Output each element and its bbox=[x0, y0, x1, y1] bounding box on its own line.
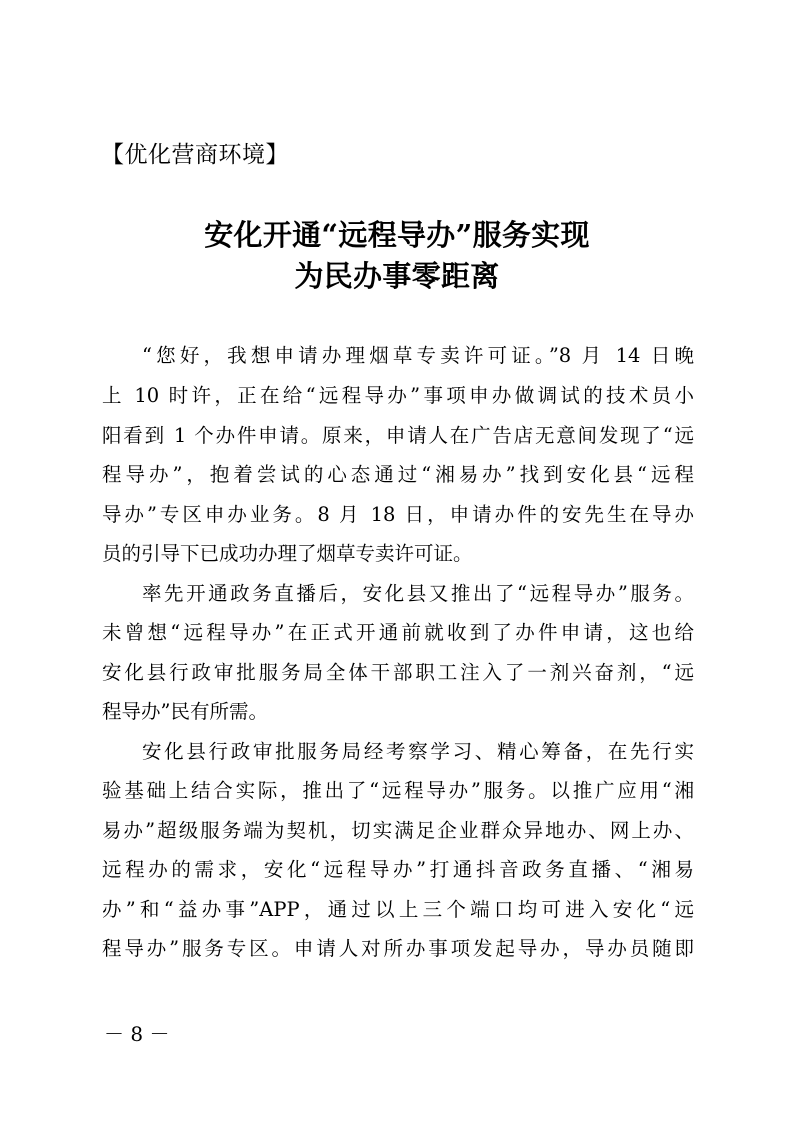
body-line: 安化县行政审批服务局全体干部职工注入了一剂兴奋剂，“远 bbox=[102, 661, 694, 684]
body-line: 未曾想“远程导办”在正式开通前就收到了办件申请，这也给 bbox=[102, 621, 694, 644]
body-line: 程导办”民有所需。 bbox=[102, 700, 268, 723]
page-number: － 8 － bbox=[104, 1022, 170, 1046]
section-tag: 【优化营商环境】 bbox=[101, 142, 289, 168]
body-line: 率先开通政务直播后，安化县又推出了“远程导办”服务。 bbox=[142, 582, 694, 605]
title-line-2: 为民办事零距离 bbox=[294, 259, 500, 293]
body-line: 程导办”服务专区。申请人对所办事项发起导办，导办员随即 bbox=[102, 937, 694, 960]
body-line: 导办”专区申办业务。8 月 18 日，申请办件的安先生在导办 bbox=[102, 503, 694, 526]
body-line: 阳看到 1 个办件申请。原来，申请人在广告店无意间发现了“远 bbox=[102, 424, 694, 447]
body-line: 办”和“益办事”APP，通过以上三个端口均可进入安化“远 bbox=[102, 898, 694, 921]
body-line: 程导办”，抱着尝试的心态通过“湘易办”找到安化县“远程 bbox=[102, 463, 694, 486]
title-line-1: 安化开通“远程导办”服务实现 bbox=[204, 218, 590, 252]
body-line: “您好，我想申请办理烟草专卖许可证。”8 月 14 日晚 bbox=[142, 344, 694, 367]
body-line: 验基础上结合实际，推出了“远程导办”服务。以推广应用“湘 bbox=[102, 779, 694, 802]
body-line: 员的引导下已成功办理了烟草专卖许可证。 bbox=[102, 542, 473, 565]
body-line: 远程办的需求，安化“远程导办”打通抖音政务直播、“湘易 bbox=[102, 858, 694, 881]
body-line: 安化县行政审批服务局经考察学习、精心筹备，在先行实 bbox=[142, 740, 694, 763]
body-line: 易办”超级服务端为契机，切实满足企业群众异地办、网上办、 bbox=[102, 819, 694, 842]
body-line: 上 10 时许，正在给“远程导办”事项申办做调试的技术员小 bbox=[102, 384, 694, 407]
